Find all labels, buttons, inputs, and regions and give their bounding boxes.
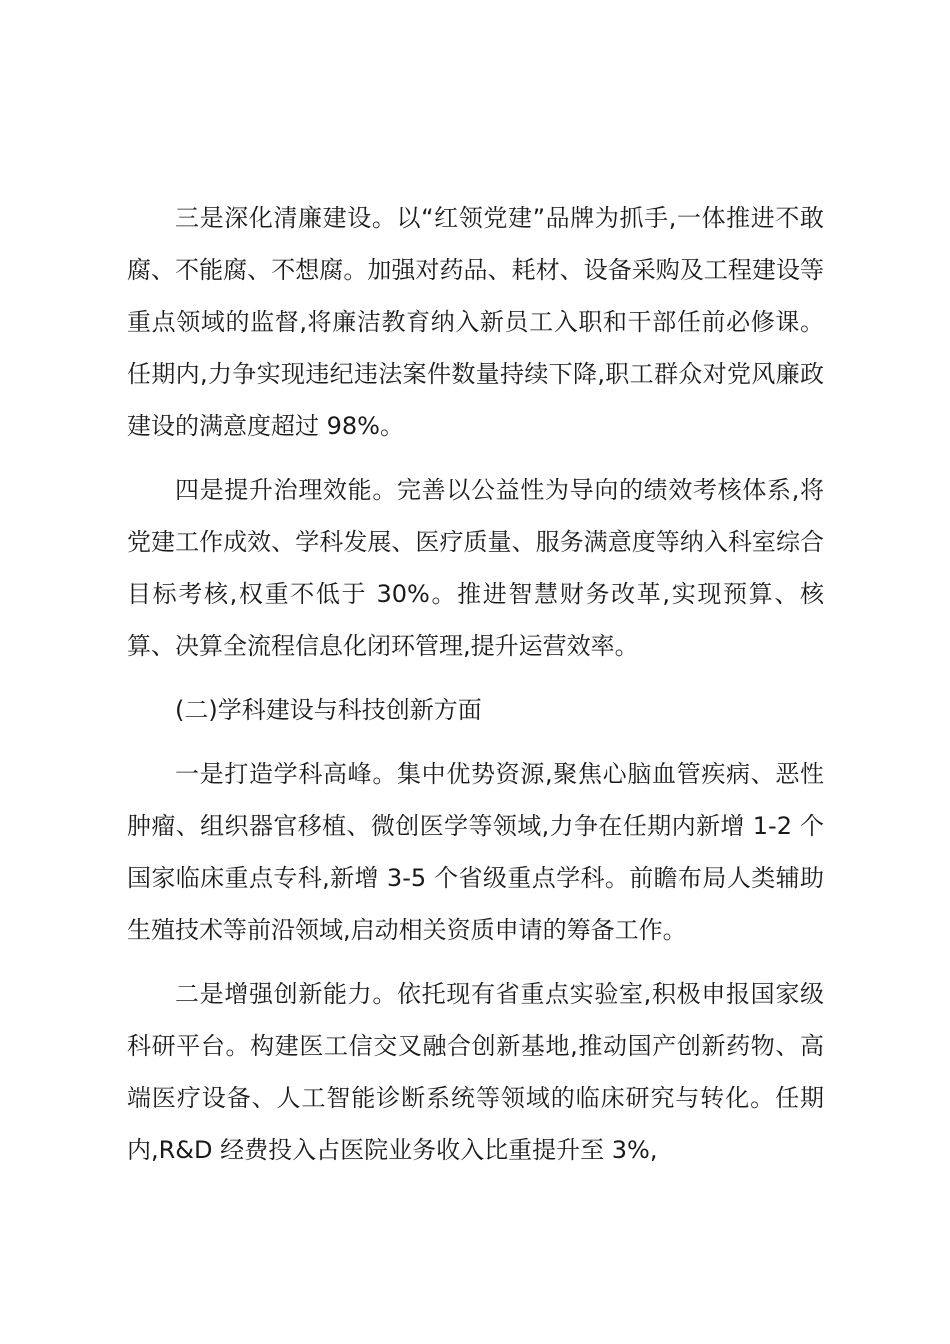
section-heading-discipline-innovation: (二)学科建设与科技创新方面 [175, 696, 482, 724]
document-body [127, 192, 824, 1188]
paragraph-innovation-capacity: 二是增强创新能力。依托现有省重点实验室,积极申报国家级科研平台。构建医工信交叉融合创新基地,推动国产创新药物、高端医疗设备、人工智能诊断系统等领域的临床研究与转化。任期内,R&D 经费投入占医院业务收入比重提升至 3%, [127, 980, 824, 1164]
paragraph-discipline-peak: 一是打造学科高峰。集中优势资源,聚焦心脑血管疾病、恶性肿瘤、组织器官移植、微创医学等领域,力争在任期内新增 1-2 个国家临床重点专科,新增 3-5 个省级重点学科。前瞻布局人类辅助生殖技术等前沿领域,启动相关资质申请的筹备工作。 [127, 760, 824, 944]
paragraph-governance-efficiency: 四是提升治理效能。完善以公益性为导向的绩效考核体系,将党建工作成效、学科发展、医疗质量、服务满意度等纳入科室综合目标考核,权重不低于 30%。推进智慧财务改革,实现预算、核算、决算全流程信息化闭环管理,提升运营效率。 [127, 476, 824, 660]
paragraph-integrity-building: 三是深化清廉建设。以“红领党建”品牌为抓手,一体推进不敢腐、不能腐、不想腐。加强对药品、耗材、设备采购及工程建设等重点领域的监督,将廉洁教育纳入新员工入职和干部任前必修课。任期内,力争实现违纪违法案件数量持续下降,职工群众对党风廉政建设的满意度超过 98%。 [127, 204, 824, 440]
